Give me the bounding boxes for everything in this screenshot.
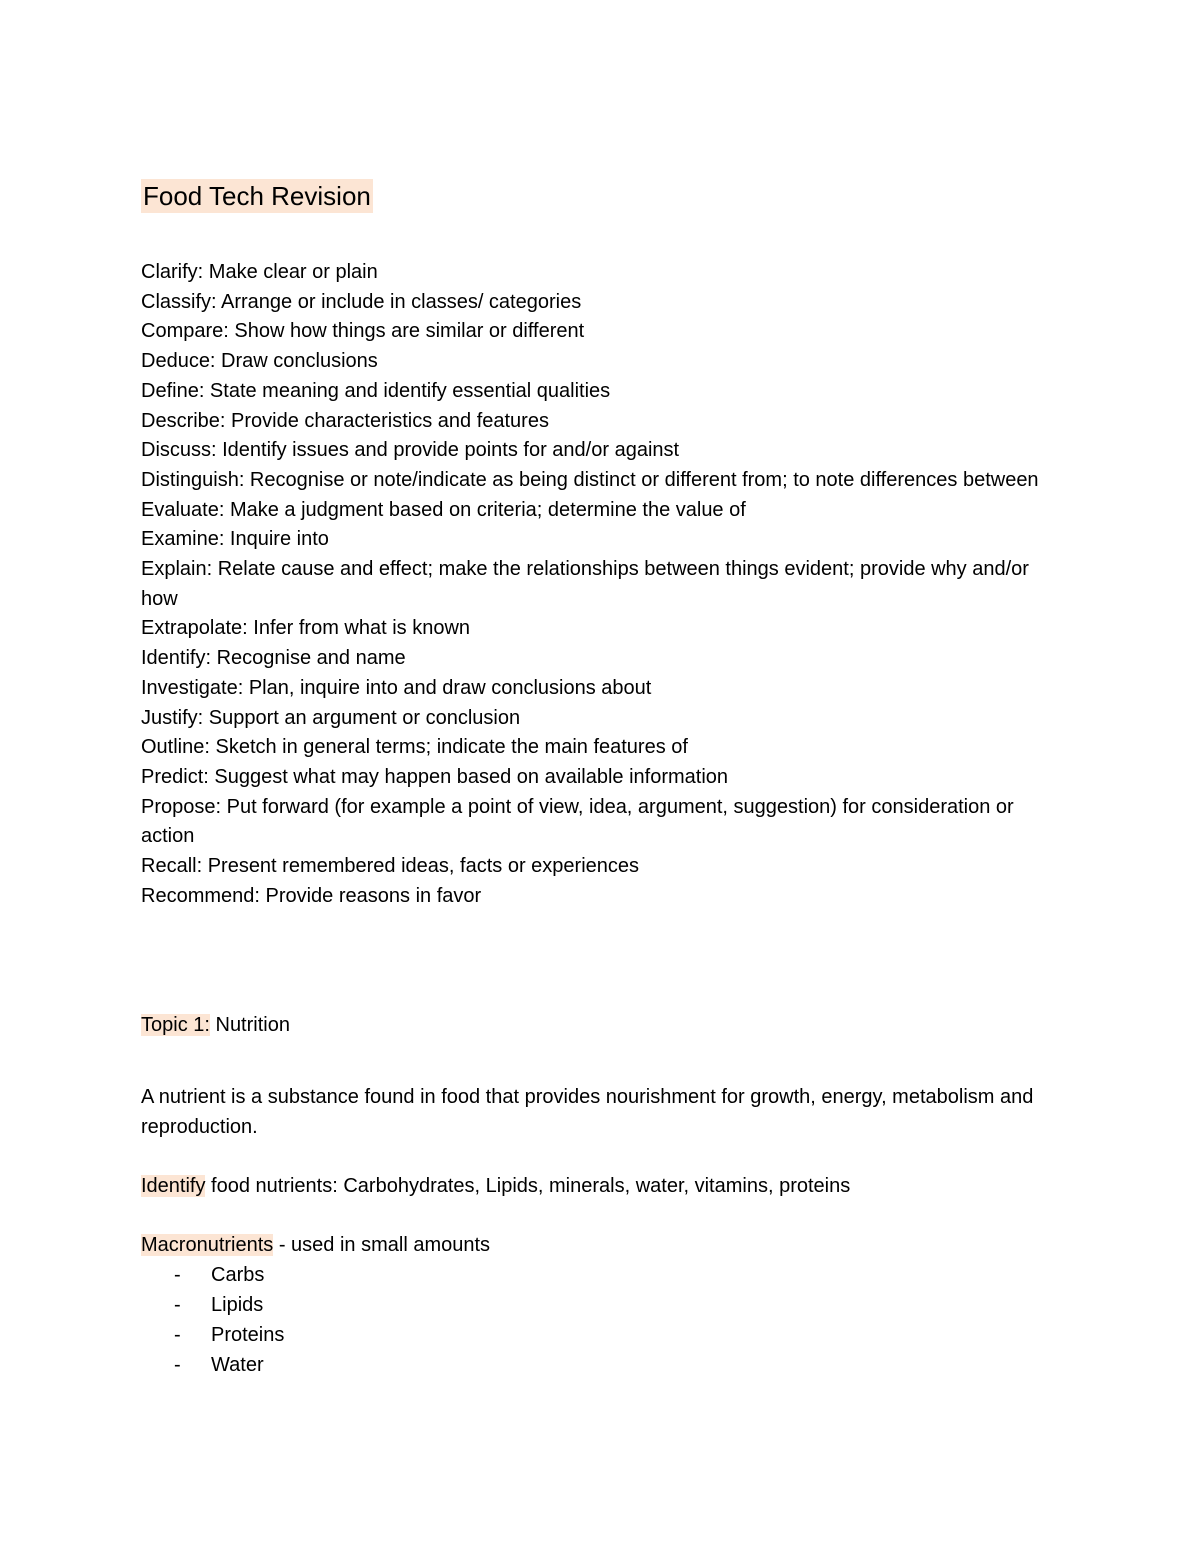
definition-line: Deduce: Draw conclusions: [141, 350, 378, 373]
definition-line: Explain: Relate cause and effect; make the relationships between things evident; provide why and/or how: [141, 558, 1029, 610]
topic-heading: [141, 1011, 290, 1041]
definition-line: Recommend: Provide reasons in favor: [141, 884, 482, 907]
definitions-list: [141, 258, 1071, 911]
bullet-dash: -: [174, 1353, 181, 1376]
list-item-label: Proteins: [211, 1323, 285, 1346]
macronutrients-heading: [141, 1231, 490, 1261]
topic-label: Topic 1:: [141, 1014, 210, 1036]
definition-line: Examine: Inquire into: [141, 528, 329, 551]
topic-name: Nutrition: [209, 1014, 290, 1036]
definition-line: Justify: Support an argument or conclusion: [141, 706, 521, 729]
definition-line: Recall: Present remembered ideas, facts or experiences: [141, 855, 640, 878]
macronutrients-keyword: Macronutrients: [141, 1234, 274, 1256]
bullet-dash: -: [174, 1323, 181, 1346]
list-item: [141, 1261, 284, 1291]
definition-line: Predict: Suggest what may happen based on available information: [141, 765, 729, 788]
list-item-label: Water: [211, 1353, 264, 1376]
bullet-dash: -: [174, 1293, 181, 1316]
definition-line: Discuss: Identify issues and provide points for and/or against: [141, 439, 680, 462]
bullet-dash: -: [174, 1264, 181, 1286]
definition-line: Identify: Recognise and name: [141, 647, 406, 670]
macronutrients-list: [141, 1261, 284, 1381]
list-item-label: Carbs: [211, 1264, 265, 1286]
list-item: [141, 1291, 284, 1321]
definition-line: Evaluate: Make a judgment based on criteria; determine the value of: [141, 498, 746, 521]
definition-line: Outline: Sketch in general terms; indicate the main features of: [141, 736, 688, 759]
identify-line: [141, 1172, 850, 1202]
definition-line: Classify: Arrange or include in classes/ categories: [141, 290, 582, 313]
macronutrients-text: - used in small amounts: [273, 1234, 491, 1256]
identify-keyword: Identify: [141, 1175, 206, 1197]
definition-line: Investigate: Plan, inquire into and draw conclusions about: [141, 676, 652, 699]
list-item-label: Lipids: [211, 1293, 264, 1316]
list-item: [141, 1351, 284, 1381]
definition-line: Distinguish: Recognise or note/indicate as being distinct or different from; to note differences between: [141, 468, 1039, 491]
list-item: [141, 1321, 284, 1351]
definition-line: Clarify: Make clear or plain: [141, 261, 378, 283]
definition-line: Define: State meaning and identify essential qualities: [141, 379, 611, 402]
definition-line: Compare: Show how things are similar or different: [141, 320, 585, 343]
nutrient-definition: A nutrient is a substance found in food that provides nourishment for growth, energy, metabolism and reproduction.: [141, 1086, 1034, 1138]
definition-line: Describe: Provide characteristics and features: [141, 409, 549, 432]
identify-text: food nutrients: Carbohydrates, Lipids, minerals, water, vitamins, proteins: [205, 1175, 851, 1197]
document-title: Food Tech Revision: [143, 181, 371, 211]
definition-line: Propose: Put forward (for example a point of view, idea, argument, suggestion) for consideration or action: [141, 795, 1014, 848]
definition-line: Extrapolate: Infer from what is known: [141, 617, 471, 640]
